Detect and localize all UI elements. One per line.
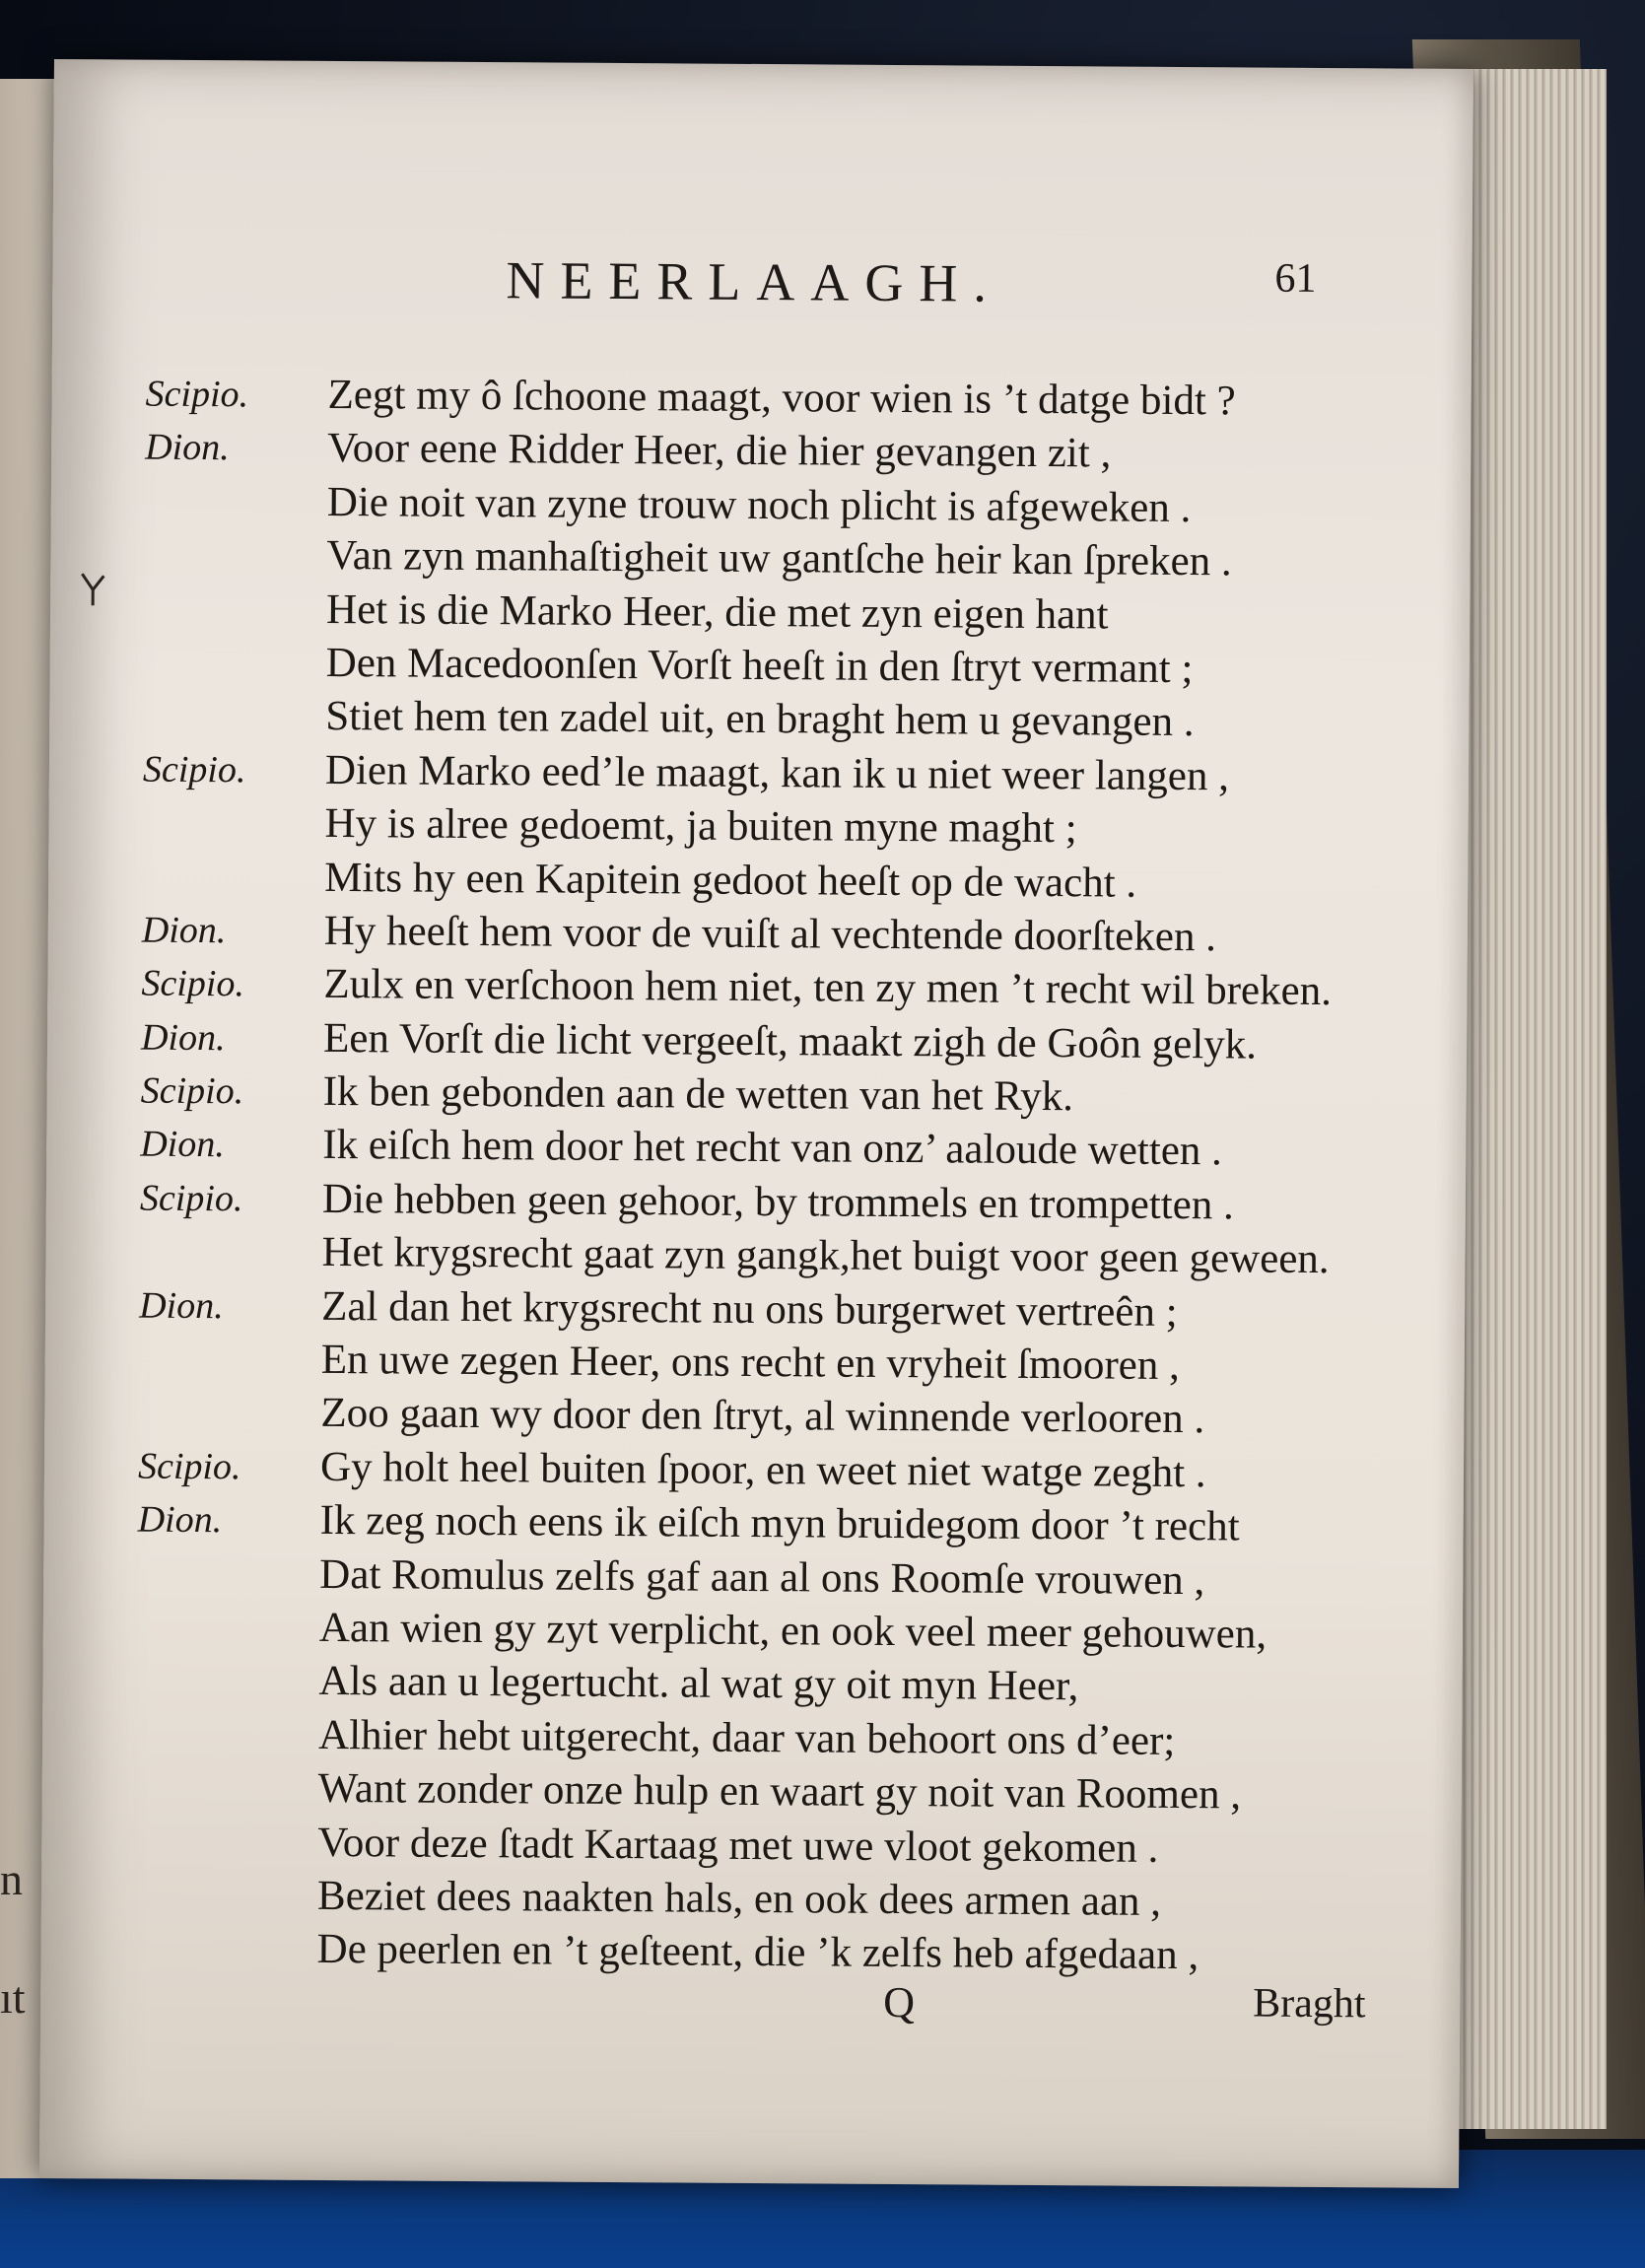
speaker-name: Scipio. (139, 1177, 243, 1220)
speaker-name (137, 1654, 305, 1655)
verse-line (145, 421, 1446, 484)
speaker-name (140, 1225, 308, 1226)
verse-line (136, 1707, 1437, 1770)
verse-text: Zoo gaan wy door den ſtryt, al winnende verlooren . (320, 1390, 1205, 1443)
verse-text: Aan wien gy zyt verplicht, en ook veel meer gehouwen, (318, 1604, 1268, 1658)
speaker-name (144, 636, 311, 637)
verse-text: Voor eene Ridder Heer, die hier gevangen zit , (327, 425, 1112, 477)
verse-text: Een Vorſt die licht vergeeſt, maakt zigh de Goôn gelyk. (322, 1014, 1258, 1068)
speaker-name (145, 474, 312, 475)
speaker-name: Dion. (139, 1284, 224, 1327)
speaker-name: Dion. (140, 1016, 226, 1059)
speaker-name (135, 1869, 303, 1870)
verse-line (142, 796, 1443, 859)
speaker-name: Scipio. (140, 1069, 244, 1113)
verse-dialogue (134, 368, 1446, 1985)
speaker-name: Dion. (140, 1124, 225, 1166)
speaker-name: Scipio. (142, 748, 246, 791)
speaker-name (137, 1601, 305, 1602)
catchword: Braght (1253, 1980, 1366, 2027)
verse-line (139, 1225, 1440, 1288)
speaker-name (143, 796, 310, 797)
verse-line (142, 850, 1443, 913)
speaker-name (142, 850, 309, 851)
verse-text: Dat Romulus zelfs gaf aan al ons Roomſe vrouwen , (319, 1550, 1205, 1604)
verse-text: Ik eiſch hem door het recht van onz’ aaloude wetten . (322, 1122, 1223, 1175)
previous-page-fragment: n (0, 1854, 23, 1904)
verse-text: En uwe zegen Heer, ons recht en vryheit ſmooren , (320, 1336, 1181, 1390)
verse-line (145, 474, 1446, 537)
verse-line (144, 528, 1445, 591)
speaker-name (139, 1386, 307, 1387)
running-title: NEERLAAGH. (506, 250, 1003, 313)
verse-line (140, 1118, 1441, 1181)
verse-line (135, 1815, 1436, 1878)
verse-line (141, 957, 1442, 1020)
ink-mark-icon (80, 572, 105, 607)
page-header (52, 246, 1472, 325)
verse-text: Den Macedoonſen Vorſt heeſt in den ſtryt vermant ; (325, 639, 1194, 693)
speaker-name: Dion. (141, 909, 227, 952)
verse-line (136, 1654, 1437, 1717)
verse-text: Gy holt heel buiten ſpoor, en weet niet watge zeght . (319, 1443, 1206, 1497)
verse-text: Beziet dees naakten hals, en ook dees armen aan , (316, 1872, 1162, 1925)
speaker-name (136, 1707, 304, 1708)
verse-text: Zal dan het krygsrecht nu ons burgerwet vertreên ; (321, 1282, 1178, 1336)
verse-text: Dien Marko eed’le maagt, kan ik u niet weer langen , (324, 746, 1230, 800)
verse-line (143, 689, 1444, 752)
verse-line (135, 1869, 1436, 1932)
speaker-name: Scipio. (141, 962, 245, 1005)
speaker-name (145, 528, 312, 529)
speaker-name: Dion. (145, 427, 230, 469)
verse-text: Zulx en verſchoon hem niet, ten zy men ’t recht wil breken. (323, 961, 1333, 1015)
verse-text: Van zyn manhaſtigheit uw gantſche heir kan ſpreken . (326, 532, 1232, 585)
verse-text: Want zonder onze hulp en waart gy noit van Roomen , (317, 1765, 1242, 1819)
verse-line (138, 1386, 1439, 1449)
verse-line (145, 368, 1446, 431)
speaker-name (139, 1333, 307, 1334)
verse-line (141, 1010, 1442, 1073)
verse-line (140, 1171, 1441, 1234)
speaker-name (144, 689, 311, 690)
verse-line (141, 1065, 1442, 1128)
page-number: 61 (1274, 255, 1317, 302)
speaker-name (136, 1761, 304, 1762)
verse-text: Alhier hebt uitgerecht, daar van behoort ons d’eer; (317, 1711, 1176, 1764)
verse-text: Mits hy een Kapitein gedoot heeſt op de wacht . (324, 854, 1137, 907)
verse-text: Het is die Marko Heer, die met zyn eigen hant (325, 585, 1109, 639)
verse-line (137, 1546, 1438, 1610)
speaker-name (137, 1546, 305, 1547)
speaker-name: Scipio. (145, 373, 249, 416)
signature-mark: Q (883, 1977, 916, 2027)
speaker-name: Dion. (137, 1498, 223, 1542)
verse-text: Ik ben gebonden aan de wetten van het Ryk. (322, 1068, 1074, 1121)
previous-page-fragment: ıt (0, 1972, 26, 2023)
verse-text: Die hebben geen gehoor, by trommels en trompetten . (321, 1175, 1234, 1229)
verse-text: Als aan u legertucht. al wat gy oit myn Heer, (318, 1658, 1079, 1710)
verse-text: De peerlen en ’t geſteent, die ’k zelfs heb afgedaan , (316, 1926, 1199, 1979)
verse-text: Zegt my ô ſchoone maagt, voor wien is ’t datge bidt ? (327, 371, 1236, 425)
speaker-name (136, 1815, 304, 1816)
verse-line (144, 636, 1445, 699)
verse-line (144, 582, 1445, 645)
verse-line (139, 1278, 1440, 1341)
verse-text: Hy heeſt hem voor de vuiſt al vechtende doorſteken . (323, 907, 1217, 961)
speaker-name: Scipio. (137, 1445, 241, 1488)
verse-line (142, 904, 1443, 967)
verse-line (139, 1333, 1440, 1396)
verse-text: Voor deze ſtadt Kartaag met uwe vloot gekomen . (317, 1819, 1159, 1872)
verse-line (143, 742, 1444, 805)
verse-text: Ik zeg noch eens ik eiſch myn bruidegom door ’t recht (319, 1497, 1240, 1550)
verse-line (137, 1601, 1438, 1664)
book-page (39, 59, 1474, 2188)
verse-text: Hy is alree gedoemt, ja buiten myne maght ; (324, 800, 1077, 853)
page-footer (40, 1971, 1460, 2040)
verse-line (137, 1493, 1438, 1556)
verse-line (138, 1439, 1439, 1502)
verse-text: Het krygsrecht gaat zyn gangk,het buigt voor geen geween. (321, 1229, 1330, 1283)
verse-line (136, 1761, 1437, 1824)
verse-text: Die noit van zyne trouw noch plicht is afgeweken . (326, 478, 1192, 531)
speaker-name (144, 582, 311, 583)
speaker-name (135, 1922, 303, 1923)
page-stack-edge (1459, 69, 1607, 2129)
verse-text: Stiet hem ten zadel uit, en braght hem u gevangen . (325, 693, 1195, 746)
